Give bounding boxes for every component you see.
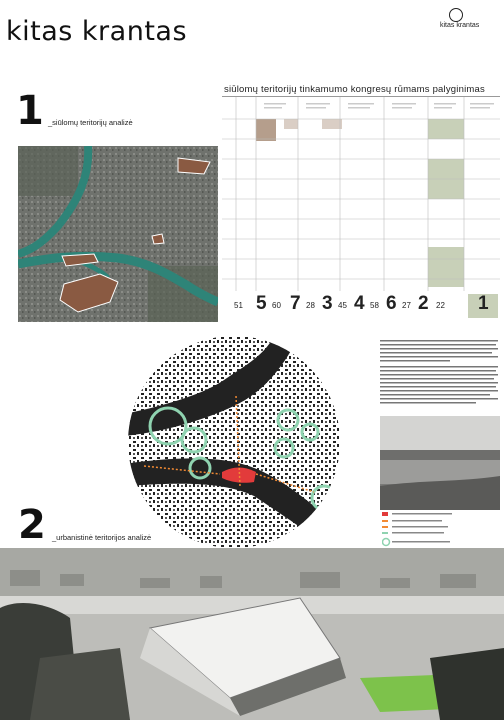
score-total: 27 — [402, 301, 411, 310]
section-2-number: 2 — [18, 502, 46, 548]
score-rank: 7 — [290, 293, 301, 314]
score-total: 60 — [272, 301, 281, 310]
logo-circle-icon — [449, 8, 463, 22]
score-rank: 1 — [478, 293, 489, 314]
score-total: 58 — [370, 301, 379, 310]
score-total: 45 — [338, 301, 347, 310]
description-text-block — [380, 338, 500, 414]
section-2-label: _urbanistinė teritorijos analizė — [52, 533, 152, 542]
score-rank: 3 — [322, 293, 333, 314]
comparison-title: siūlomų teritorijų tinkamumo kongresų rūmams palyginimas — [224, 84, 485, 95]
comparison-table — [222, 96, 500, 291]
score-rank: 5 — [256, 293, 267, 314]
score-total: 28 — [306, 301, 315, 310]
section-1-label: _siūlomų teritorijų analizė — [48, 118, 133, 127]
comparison-scores — [222, 293, 500, 320]
urban-figure-ground-map — [124, 336, 366, 552]
congress-hall-render — [0, 548, 504, 720]
score-rank: 4 — [354, 293, 365, 314]
score-rank: 2 — [418, 293, 429, 314]
section-1-number: 1 — [16, 88, 44, 134]
score-total: 51 — [234, 301, 243, 310]
logo-text: kitas krantas — [440, 22, 480, 29]
river-photo — [380, 416, 500, 510]
aerial-map-image — [18, 146, 218, 322]
score-rank: 6 — [386, 293, 397, 314]
poster-title: kitas krantas — [6, 16, 188, 47]
score-total: 22 — [436, 301, 445, 310]
